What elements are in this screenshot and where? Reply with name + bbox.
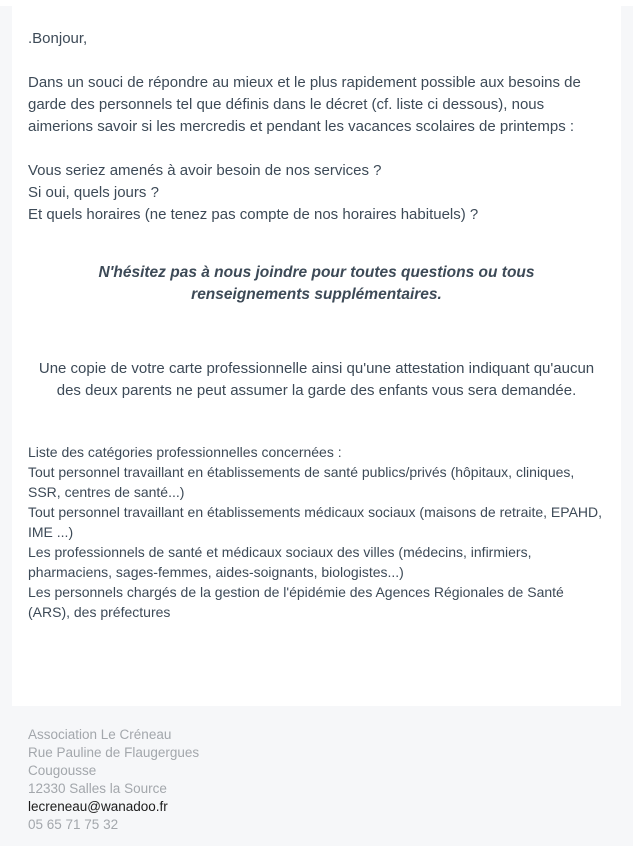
professional-categories-list (28, 442, 605, 622)
categories-list-intro: Liste des catégories professionnelles concernées : (28, 444, 342, 460)
organization-name: Association Le Créneau (28, 727, 172, 742)
address-street: Rue Pauline de Flaugergues (28, 745, 200, 760)
question-line: Si oui, quels jours ? (28, 184, 159, 201)
page-background (0, 6, 633, 846)
contact-highlight-text: N'hésitez pas à nous joindre pour toutes questions ou tous renseignements supplémentaires. (98, 264, 535, 303)
email-body (12, 6, 621, 706)
intro-paragraph: Dans un souci de répondre au mieux et le plus rapidement possible aux besoins de garde des personnels tel que définis dans le décret (cf. liste ci dessous), nous aimerions savoir si les mercredis et pendant les vacances scolaires de printemps : (28, 74, 581, 135)
documents-notice: Une copie de votre carte professionnelle ainsi qu'une attestation indiquant qu'aucun des deux parents ne peut assumer la garde des enfants vous sera demandée. (38, 360, 595, 399)
email-address-link[interactable]: lecreneau@wanadoo.fr (28, 799, 168, 814)
category-item: Les personnels chargés de la gestion de l'épidémie des Agences Régionales de Santé (ARS), des préfectures (28, 584, 564, 620)
questions-block (28, 160, 605, 226)
question-line: Vous seriez amenés à avoir besoin de nos services ? (28, 162, 382, 179)
category-item: Tout personnel travaillant en établissements de santé publics/privés (hôpitaux, cliniques, SSR, centres de santé...) (28, 464, 575, 500)
question-line: Et quels horaires (ne tenez pas compte de nos horaires habituels) ? (28, 206, 479, 223)
signature-footer (0, 706, 633, 846)
address-locality: Cougousse (28, 763, 97, 778)
greeting-text: .Bonjour, (28, 30, 88, 47)
category-item: Tout personnel travaillant en établissements médicaux sociaux (maisons de retraite, EPAHD, IME ...) (28, 504, 603, 540)
phone-number: 05 65 71 75 32 (28, 817, 119, 832)
category-item: Les professionnels de santé et médicaux sociaux des villes (médecins, infirmiers, pharmaciens, sages-femmes, aides-soignants, biologistes...) (28, 544, 532, 580)
address-postal-city: 12330 Salles la Source (28, 781, 167, 796)
